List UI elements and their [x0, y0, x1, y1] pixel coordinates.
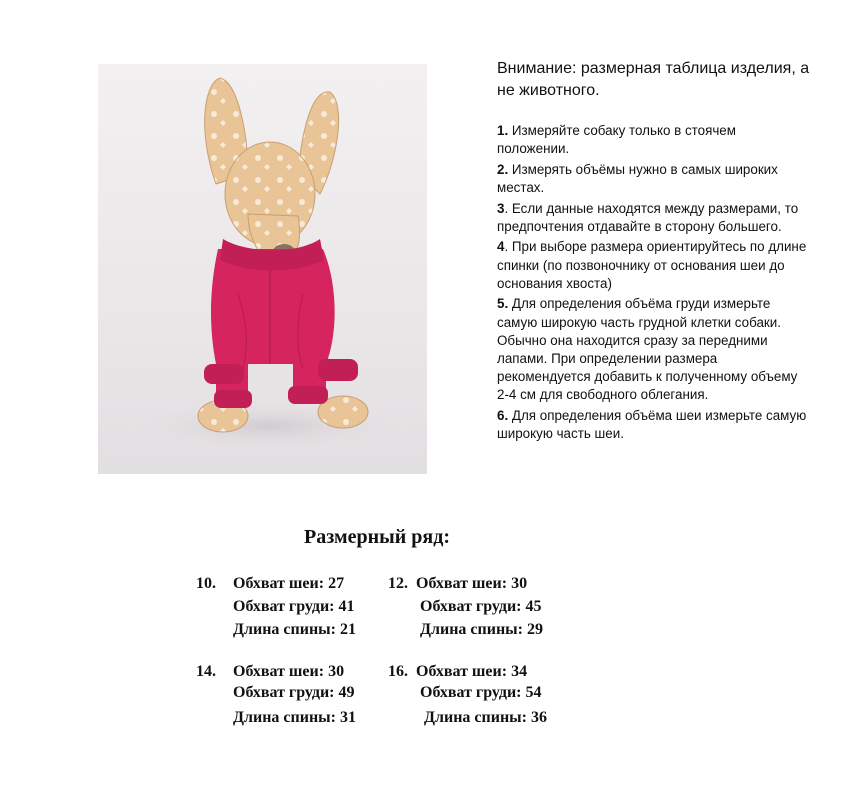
instruction-item: 1. Измеряйте собаку только в стоячем положении. — [497, 123, 736, 157]
chest-measure: Обхват груди: 41 — [233, 598, 355, 615]
size-range-heading: Размерный ряд: — [304, 526, 450, 548]
chest-measure: Обхват груди: 54 — [420, 684, 542, 701]
instruction-item: 5. Для определения объёма груди измерьте самую широкую часть грудной клетки собаки. Обычно она находится сразу за передними лапами. При определении размера рекомендуется добавить к полученному объему 2-4 см для свободного облегания. — [497, 296, 798, 403]
back-measure: Длина спины: 36 — [424, 709, 547, 726]
size-number: 16. — [388, 663, 408, 680]
neck-measure: Обхват шеи: 34 — [416, 663, 528, 680]
neck-measure: Обхват шеи: 30 — [233, 663, 345, 680]
instruction-item: 3. Если данные находятся между размерами, то предпочтения отдавайте в сторону большего. — [497, 200, 799, 234]
chest-measure: Обхват груди: 49 — [233, 684, 355, 701]
neck-measure: Обхват шеи: 27 — [233, 575, 345, 592]
product-photo — [98, 64, 427, 474]
notice-text: Внимание: размерная таблица изделия, а не животного. — [497, 60, 810, 99]
instruction-item: 2. Измерять объёмы нужно в самых широких местах. — [497, 161, 778, 195]
size-number: 14. — [196, 663, 216, 680]
neck-measure: Обхват шеи: 30 — [416, 575, 528, 592]
back-measure: Длина спины: 21 — [233, 621, 356, 638]
instruction-item: 6. Для определения объёма шеи измерьте самую широкую часть шеи. — [497, 408, 807, 442]
size-number: 10. — [196, 575, 216, 592]
instruction-item: 4. При выборе размера ориентируйтесь по длине спинки (по позвоночнику от основания шеи до основания хвоста) — [497, 239, 807, 291]
back-measure: Длина спины: 31 — [233, 709, 356, 726]
instructions-list — [497, 122, 807, 446]
dog-toy-illustration — [98, 64, 427, 474]
back-measure: Длина спины: 29 — [420, 621, 543, 638]
size-number: 12. — [388, 575, 408, 592]
chest-measure: Обхват груди: 45 — [420, 598, 542, 615]
